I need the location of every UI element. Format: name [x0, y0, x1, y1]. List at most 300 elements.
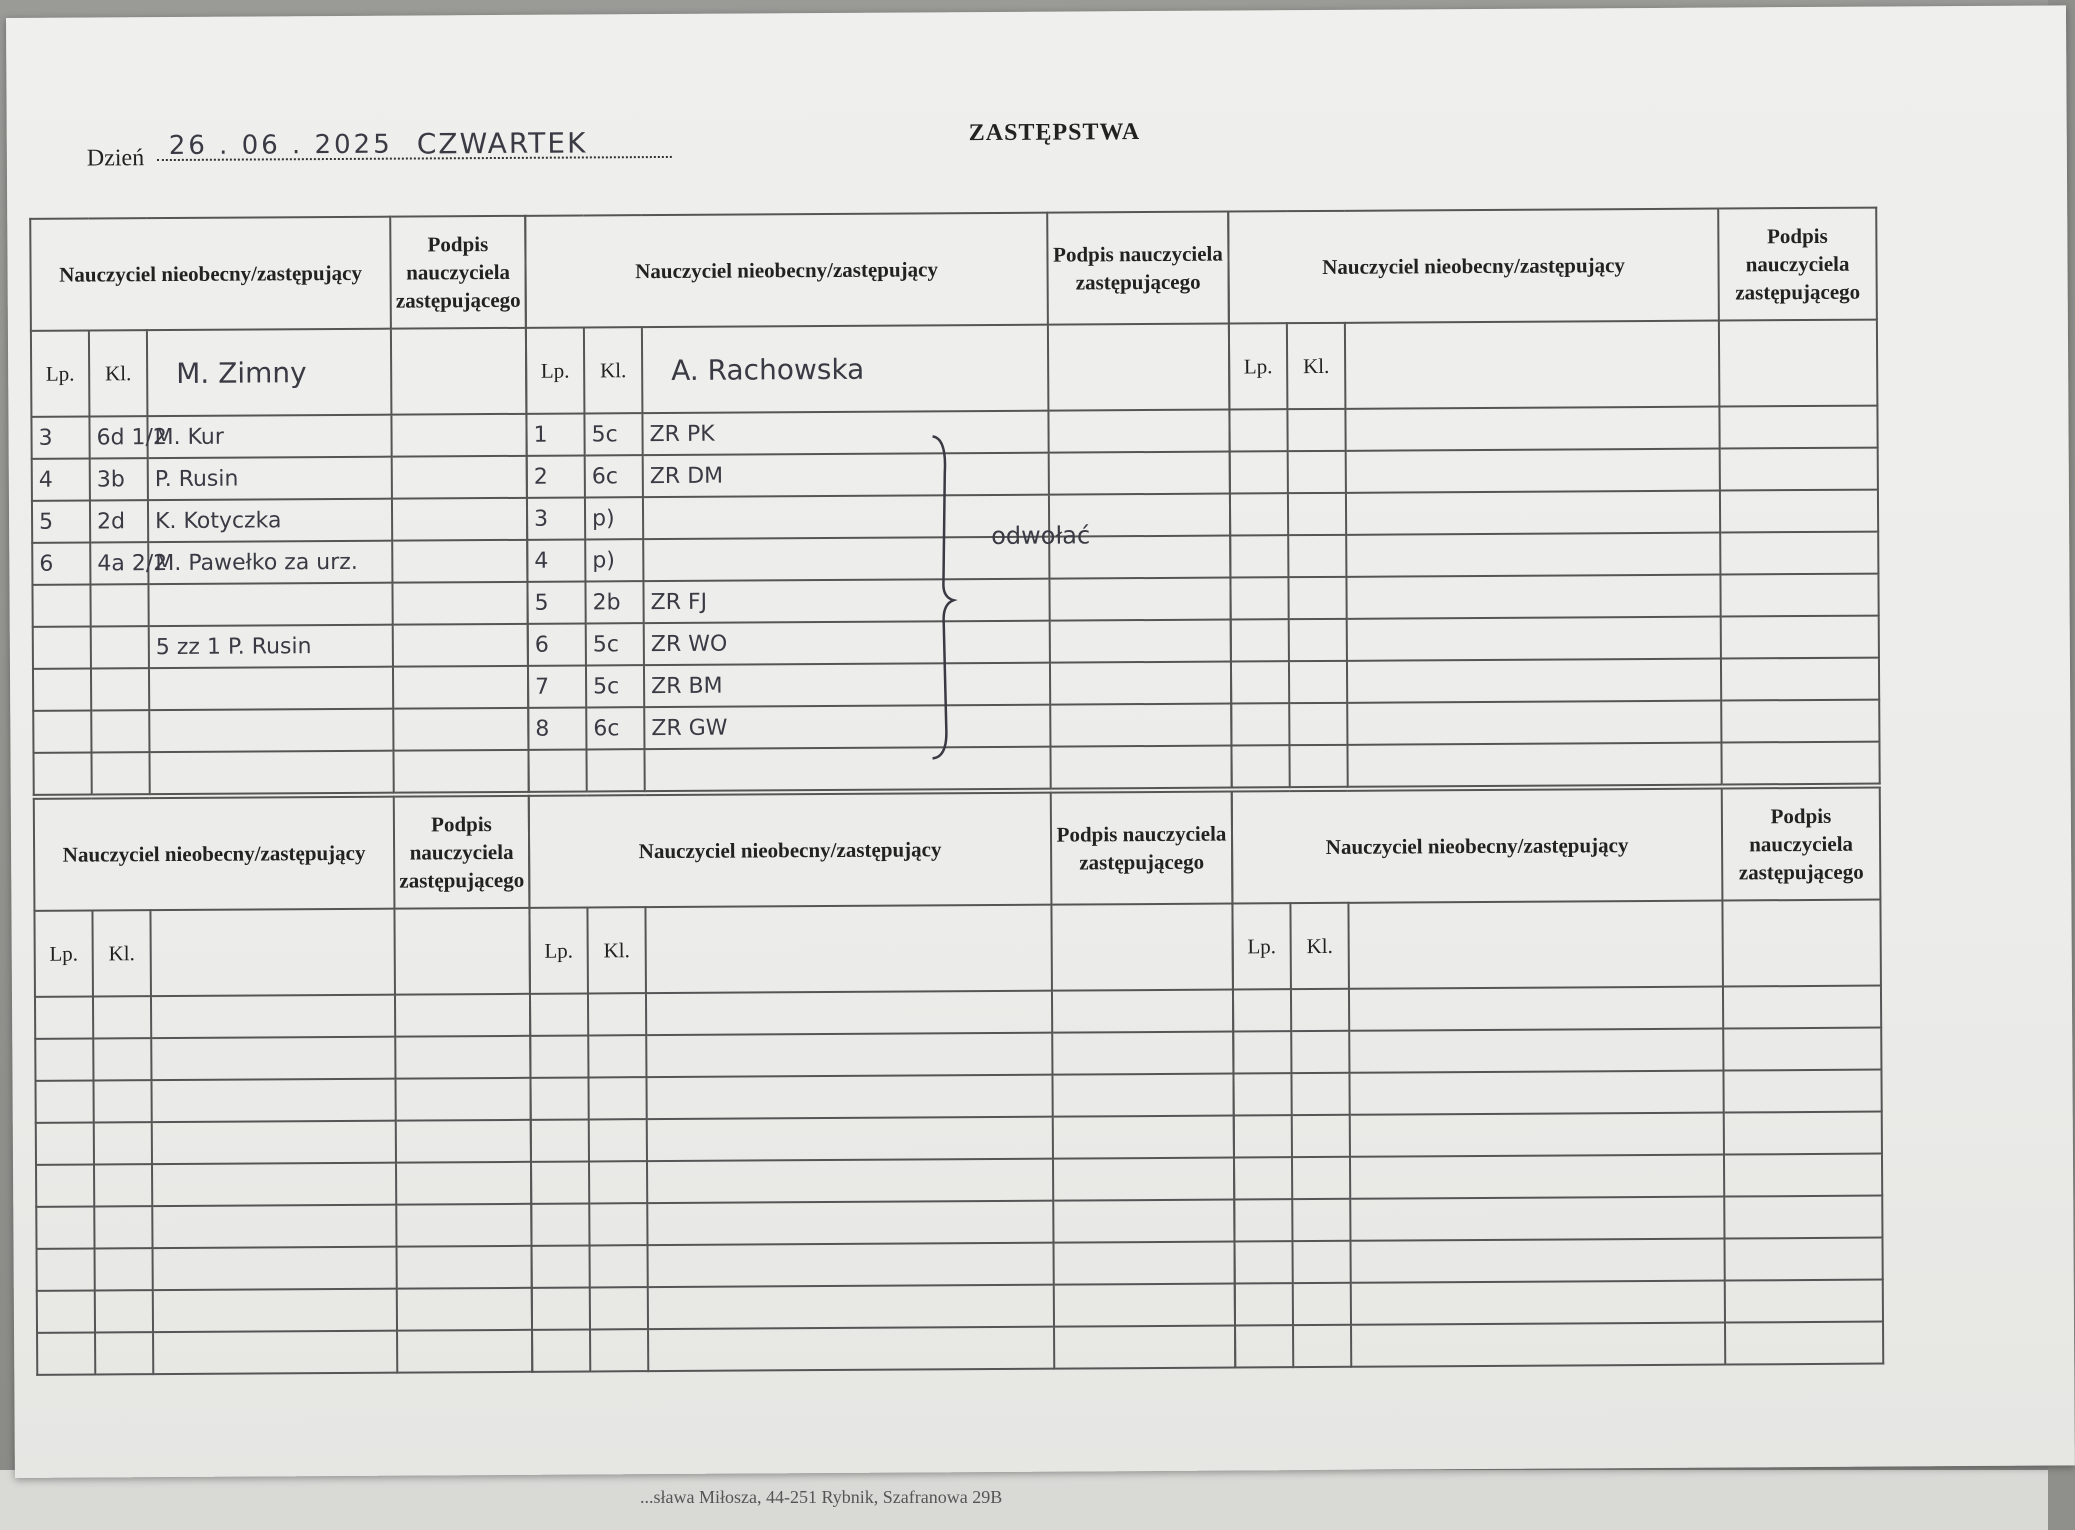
- lp-cell: [530, 993, 588, 1035]
- kl-cell: [93, 996, 151, 1038]
- lp-cell: [1231, 745, 1289, 787]
- kl-value: 5c: [593, 673, 620, 699]
- signature-cell: [1720, 490, 1878, 533]
- lp-value: [530, 758, 536, 783]
- table-row: [527, 536, 1230, 582]
- kl-cell: [1287, 409, 1345, 451]
- substitute-value: [153, 1215, 159, 1240]
- substitute-value: [1348, 627, 1354, 652]
- kl-value: 3b: [96, 466, 125, 492]
- lp-value: [1232, 712, 1238, 737]
- lp-value: [533, 1254, 539, 1279]
- kl-value: [96, 1299, 102, 1324]
- signature-cell: [1048, 410, 1229, 453]
- substitute-cell: [648, 1243, 1054, 1287]
- substitute-cell: [646, 991, 1052, 1035]
- lp-value: [37, 1089, 43, 1114]
- substitute-cell: [1349, 1029, 1723, 1073]
- signature-cell: [1724, 1154, 1882, 1197]
- kl-cell: [1289, 619, 1347, 661]
- teacher-header: Nauczyciel nieobecny/zastępujący: [1232, 789, 1723, 904]
- lp-value: 4: [38, 467, 53, 493]
- signature-cell: [1721, 616, 1879, 659]
- kl-cell: [93, 1080, 151, 1122]
- substitute-value: ZR BM: [651, 673, 723, 699]
- substitution-block-2: [524, 211, 1231, 793]
- substitute-value: ZR FJ: [650, 589, 708, 615]
- lp-cell: [528, 665, 586, 707]
- lp-cell: [1234, 1241, 1292, 1283]
- kl-cell: [589, 1119, 647, 1161]
- kl-value: [591, 1296, 597, 1321]
- substitute-cell: [1345, 407, 1719, 451]
- signature-cell: [393, 666, 528, 709]
- signature-cell: [1725, 1238, 1883, 1281]
- lp-cell: [33, 668, 91, 710]
- lp-header: Lp.: [34, 910, 93, 996]
- signature-cell: [392, 582, 527, 625]
- kl-value: [1289, 460, 1295, 485]
- substitute-cell: [1346, 533, 1720, 577]
- kl-cell: [590, 1245, 648, 1287]
- signature-cell: [1719, 320, 1878, 407]
- table-row: [528, 746, 1231, 792]
- table-row: [33, 750, 528, 795]
- signature-cell: [1049, 578, 1230, 621]
- substitute-cell: [1350, 1239, 1724, 1283]
- kl-cell: [91, 668, 149, 710]
- substitute-value: [150, 719, 156, 744]
- kl-cell: [1291, 1073, 1349, 1115]
- lp-cell: [1233, 989, 1291, 1031]
- signature-cell: [395, 994, 530, 1037]
- kl-value: [1293, 1124, 1299, 1149]
- kl-cell: [1289, 661, 1347, 703]
- lp-value: [35, 761, 41, 786]
- lp-cell: [33, 626, 91, 668]
- table-row: [33, 624, 528, 669]
- substitute-value: M. Kur: [154, 424, 224, 450]
- kl-cell: [586, 623, 644, 665]
- table-row: [1230, 490, 1878, 536]
- teacher-name: [1346, 349, 1374, 382]
- table-row: [1230, 574, 1878, 620]
- table-row: [35, 1078, 530, 1123]
- lp-value: [531, 1044, 537, 1069]
- lp-value: [1231, 502, 1237, 527]
- lp-value: [38, 1299, 44, 1324]
- signature-cell: [1050, 662, 1231, 705]
- signature-cell: [1721, 742, 1879, 785]
- table-row: [1233, 1070, 1881, 1116]
- substitute-value: [644, 548, 650, 573]
- kl-cell: [94, 1164, 152, 1206]
- kl-value: 2d: [97, 508, 126, 534]
- substitute-cell: [646, 1033, 1052, 1077]
- kl-cell: [1288, 535, 1346, 577]
- lp-value: [34, 635, 40, 660]
- kl-cell: [1292, 1157, 1350, 1199]
- table-row: [1234, 1112, 1882, 1158]
- kl-cell: [91, 752, 149, 794]
- substitute-value: [1351, 1165, 1357, 1190]
- signature-cell: [1049, 452, 1230, 495]
- signature-header: Podpis nauczyciela zastępującego: [390, 216, 526, 329]
- kl-cell: [1291, 1031, 1349, 1073]
- substitute-cell: [1346, 575, 1720, 619]
- lp-value: 8: [535, 716, 550, 742]
- lp-value: [533, 1338, 539, 1363]
- table-row: [530, 1074, 1233, 1120]
- substitute-cell: [149, 667, 393, 710]
- footer-address: ...sława Miłosza, 44-251 Rybnik, Szafranowa 29B: [640, 1487, 1003, 1507]
- lp-value: 3: [533, 506, 549, 532]
- table-row: [531, 1200, 1234, 1246]
- table-row: [530, 1032, 1233, 1078]
- signature-cell: [1719, 406, 1877, 449]
- substitution-block-6: [1231, 787, 1883, 1369]
- substitute-cell: [1350, 1113, 1724, 1157]
- substitute-value: [1347, 543, 1353, 568]
- teacher-name: M. Zimny: [176, 355, 307, 390]
- kl-value: [95, 1173, 101, 1198]
- table-row: [527, 452, 1230, 498]
- table-row: [527, 578, 1230, 624]
- kl-value: [1292, 998, 1298, 1023]
- table-row: [1231, 616, 1879, 662]
- signature-header: Podpis nauczyciela zastępującego: [1722, 788, 1881, 901]
- lp-value: 2: [533, 464, 548, 490]
- kl-value: 5c: [591, 421, 618, 447]
- lp-cell: [1234, 1115, 1292, 1157]
- lp-value: 7: [535, 674, 550, 700]
- substitute-cell: [1347, 743, 1721, 787]
- signature-header: Podpis nauczyciela zastępującego: [394, 796, 530, 909]
- substitute-cell: [643, 579, 1049, 623]
- kl-value: [1288, 418, 1294, 443]
- lp-cell: [528, 623, 586, 665]
- kl-value: 6d 1/2: [96, 424, 168, 450]
- substitute-cell: [1347, 701, 1721, 745]
- kl-cell: [95, 1248, 153, 1290]
- teacher-name-cell: [1348, 901, 1723, 989]
- lp-value: [1234, 1040, 1240, 1065]
- kl-cell: [93, 1038, 151, 1080]
- kl-value: [1292, 1040, 1298, 1065]
- signature-cell: [1722, 900, 1881, 987]
- teacher-name-cell: [645, 905, 1052, 993]
- substitute-value: [1352, 1291, 1358, 1316]
- kl-value: [1294, 1334, 1300, 1359]
- signature-cell: [1054, 1284, 1235, 1327]
- kl-header: Kl.: [587, 907, 646, 993]
- lp-cell: [531, 1203, 589, 1245]
- substitute-value: [648, 1086, 654, 1111]
- lp-cell: [531, 1161, 589, 1203]
- lp-value: [1232, 628, 1238, 653]
- kl-header: Kl.: [1287, 323, 1346, 409]
- lp-value: 5: [534, 590, 549, 616]
- kl-cell: [1288, 577, 1346, 619]
- table-row: [532, 1284, 1235, 1330]
- lp-cell: [37, 1332, 95, 1374]
- lp-value: [34, 719, 40, 744]
- substitute-cell: [152, 1205, 396, 1248]
- substitute-value: [648, 1212, 654, 1237]
- teacher-name: [647, 933, 675, 966]
- table-row: [32, 456, 527, 501]
- kl-cell: [89, 416, 168, 458]
- signature-cell: [1050, 746, 1231, 789]
- substitute-cell: [1351, 1323, 1725, 1367]
- substitute-value: 5 zz 1 P. Rusin: [155, 633, 312, 660]
- curly-brace-icon: [927, 432, 965, 762]
- lp-value: [34, 593, 40, 618]
- lp-cell: [32, 584, 90, 626]
- kl-header: Kl.: [1290, 903, 1349, 989]
- lp-value: [1235, 1082, 1241, 1107]
- lp-value: [1235, 1208, 1241, 1233]
- substitution-block-1: [29, 215, 528, 796]
- kl-cell: [1292, 1115, 1350, 1157]
- kl-value: [96, 1341, 102, 1366]
- signature-cell: [1725, 1280, 1883, 1323]
- substitute-value: [1347, 459, 1353, 484]
- kl-value: [1290, 712, 1296, 737]
- lp-cell: [36, 1164, 94, 1206]
- substitute-value: [649, 1338, 655, 1363]
- lp-cell: [32, 500, 90, 542]
- lp-cell: [532, 1329, 590, 1371]
- signature-cell: [393, 624, 528, 667]
- lp-value: [533, 1296, 539, 1321]
- kl-cell: [90, 542, 168, 584]
- lp-header: Lp.: [1232, 903, 1291, 989]
- substitute-cell: [1351, 1281, 1725, 1325]
- kl-value: 6c: [591, 463, 618, 489]
- kl-value: [1289, 502, 1295, 527]
- signature-cell: [1720, 574, 1878, 617]
- signature-cell: [1723, 1070, 1881, 1113]
- lp-value: [1231, 460, 1237, 485]
- signature-header: Podpis nauczyciela zastępującego: [1051, 792, 1233, 905]
- substitution-block-3: [1227, 207, 1879, 789]
- substitute-cell: [1346, 449, 1720, 493]
- signature-cell: [1723, 1028, 1881, 1071]
- teacher-header: Nauczyciel nieobecny/zastępujący: [529, 793, 1052, 908]
- kl-value: [92, 677, 98, 702]
- lp-value: [37, 1173, 43, 1198]
- kl-cell: [95, 1290, 153, 1332]
- substitute-value: [154, 1257, 160, 1282]
- lp-value: [532, 1086, 538, 1111]
- substitute-cell: [647, 1201, 1053, 1245]
- substitute-cell: [647, 1159, 1053, 1203]
- table-row: [37, 1288, 532, 1333]
- table-row: [532, 1326, 1235, 1372]
- substitute-cell: [148, 499, 392, 542]
- kl-value: [1290, 628, 1296, 653]
- substitute-value: [154, 1341, 160, 1366]
- kl-cell: [1293, 1283, 1351, 1325]
- substitute-value: [152, 1005, 158, 1030]
- table-row: [1234, 1154, 1882, 1200]
- signature-cell: [1052, 1032, 1233, 1075]
- lp-value: [34, 677, 40, 702]
- lp-cell: [1235, 1283, 1293, 1325]
- substitute-value: ZR WO: [650, 631, 728, 657]
- substitute-cell: [648, 1285, 1054, 1329]
- lp-value: [36, 1005, 42, 1030]
- signature-cell: [396, 1204, 531, 1247]
- lp-cell: [527, 581, 585, 623]
- kl-value: p): [592, 547, 615, 573]
- signature-cell: [1723, 986, 1881, 1029]
- kl-value: [92, 635, 98, 660]
- kl-value: [589, 1044, 595, 1069]
- substitute-value: [1350, 997, 1356, 1022]
- substitute-value: [649, 1296, 655, 1321]
- substitute-cell: [149, 751, 393, 794]
- substitute-value: M. Pawełko za urz.: [155, 549, 358, 576]
- lp-cell: [37, 1248, 95, 1290]
- kl-value: [590, 1170, 596, 1195]
- substitute-value: ZR DM: [649, 463, 724, 489]
- lp-cell: [527, 497, 585, 539]
- kl-value: [1289, 544, 1295, 569]
- lp-value: [1235, 1166, 1241, 1191]
- substitute-cell: [1349, 987, 1723, 1031]
- day-name: CZWARTEK: [416, 126, 588, 161]
- signature-cell: [1050, 620, 1231, 663]
- table-row: [1235, 1280, 1883, 1326]
- signature-cell: [391, 414, 526, 457]
- lp-cell: [1230, 535, 1288, 577]
- teacher-name: [152, 936, 180, 969]
- substitute-cell: [151, 1037, 395, 1080]
- substitute-cell: [1350, 1197, 1724, 1241]
- lp-cell: [528, 707, 586, 749]
- signature-cell: [396, 1078, 531, 1121]
- kl-cell: [1291, 989, 1349, 1031]
- signature-cell: [397, 1246, 532, 1289]
- substitute-cell: [647, 1117, 1053, 1161]
- substitute-cell: [642, 411, 1048, 455]
- lp-cell: [1231, 661, 1289, 703]
- kl-value: [1293, 1082, 1299, 1107]
- signature-cell: [1053, 1116, 1234, 1159]
- kl-cell: [589, 1161, 647, 1203]
- lp-cell: [532, 1245, 590, 1287]
- substitute-cell: [644, 747, 1050, 791]
- lp-value: [1236, 1334, 1242, 1359]
- teacher-header: Nauczyciel nieobecny/zastępujący: [525, 213, 1048, 328]
- lp-value: [1234, 998, 1240, 1023]
- substitute-cell: [152, 1121, 396, 1164]
- page-title: ZASTĘPSTWA: [968, 119, 1141, 147]
- substitution-sheet: [6, 5, 2075, 1478]
- substitute-value: [1347, 501, 1353, 526]
- kl-value: [95, 1089, 101, 1114]
- substitute-value: [644, 506, 650, 531]
- teacher-header: Nauczyciel nieobecny/zastępujący: [34, 797, 395, 911]
- lp-header: Lp.: [526, 327, 585, 413]
- lp-cell: [1233, 1031, 1291, 1073]
- kl-header: Kl.: [584, 327, 643, 413]
- kl-cell: [94, 1122, 152, 1164]
- table-row: [35, 994, 530, 1039]
- kl-cell: [1292, 1241, 1350, 1283]
- kl-header: Kl.: [92, 910, 151, 996]
- table-row: [35, 1036, 530, 1081]
- table-row: [1230, 448, 1878, 494]
- substitute-value: ZR PK: [649, 421, 715, 447]
- kl-value: [93, 761, 99, 786]
- signature-cell: [394, 908, 530, 995]
- lp-cell: [532, 1287, 590, 1329]
- kl-cell: [1292, 1199, 1350, 1241]
- signature-cell: [1725, 1322, 1883, 1365]
- signature-cell: [1054, 1242, 1235, 1285]
- lp-cell: [1235, 1325, 1293, 1367]
- kl-cell: [1288, 451, 1346, 493]
- kl-cell: [91, 626, 149, 668]
- kl-value: [590, 1128, 596, 1153]
- background-paper: [0, 1470, 2048, 1530]
- signature-cell: [1054, 1326, 1235, 1369]
- lp-value: [1230, 418, 1236, 443]
- kl-cell: [584, 413, 642, 455]
- table-row: [1229, 406, 1877, 452]
- teacher-name: A. Rachowska: [671, 352, 865, 387]
- lp-cell: [528, 749, 586, 791]
- table-row: [1235, 1322, 1883, 1368]
- lp-value: [532, 1128, 538, 1153]
- substitute-value: [152, 1047, 158, 1072]
- substitute-value: [1351, 1081, 1357, 1106]
- substitute-value: [649, 1254, 655, 1279]
- substitute-value: [1347, 585, 1353, 610]
- teacher-name-cell: [150, 909, 395, 996]
- lp-value: [531, 1002, 537, 1027]
- lp-value: [532, 1212, 538, 1237]
- lp-cell: [32, 542, 90, 584]
- table-row: [36, 1162, 531, 1207]
- signature-cell: [1052, 1074, 1233, 1117]
- signature-cell: [396, 1120, 531, 1163]
- signature-cell: [393, 708, 528, 751]
- kl-cell: [1289, 703, 1347, 745]
- kl-cell: [589, 1203, 647, 1245]
- kl-value: p): [591, 505, 615, 531]
- lp-value: [1231, 544, 1237, 569]
- kl-value: 4a 2/2: [97, 550, 168, 576]
- kl-cell: [585, 539, 643, 581]
- lp-value: [37, 1215, 43, 1240]
- lp-value: [1236, 1292, 1242, 1317]
- lp-cell: [33, 752, 91, 794]
- table-row: [33, 666, 528, 711]
- substitute-value: [647, 1002, 653, 1027]
- table-row: [1234, 1238, 1882, 1284]
- kl-value: [95, 1131, 101, 1156]
- lp-cell: [1234, 1157, 1292, 1199]
- lp-value: 3: [38, 425, 53, 451]
- substitute-value: [1352, 1333, 1358, 1358]
- substitute-cell: [644, 705, 1050, 749]
- kl-value: [590, 1212, 596, 1237]
- substitute-value: [1346, 417, 1352, 442]
